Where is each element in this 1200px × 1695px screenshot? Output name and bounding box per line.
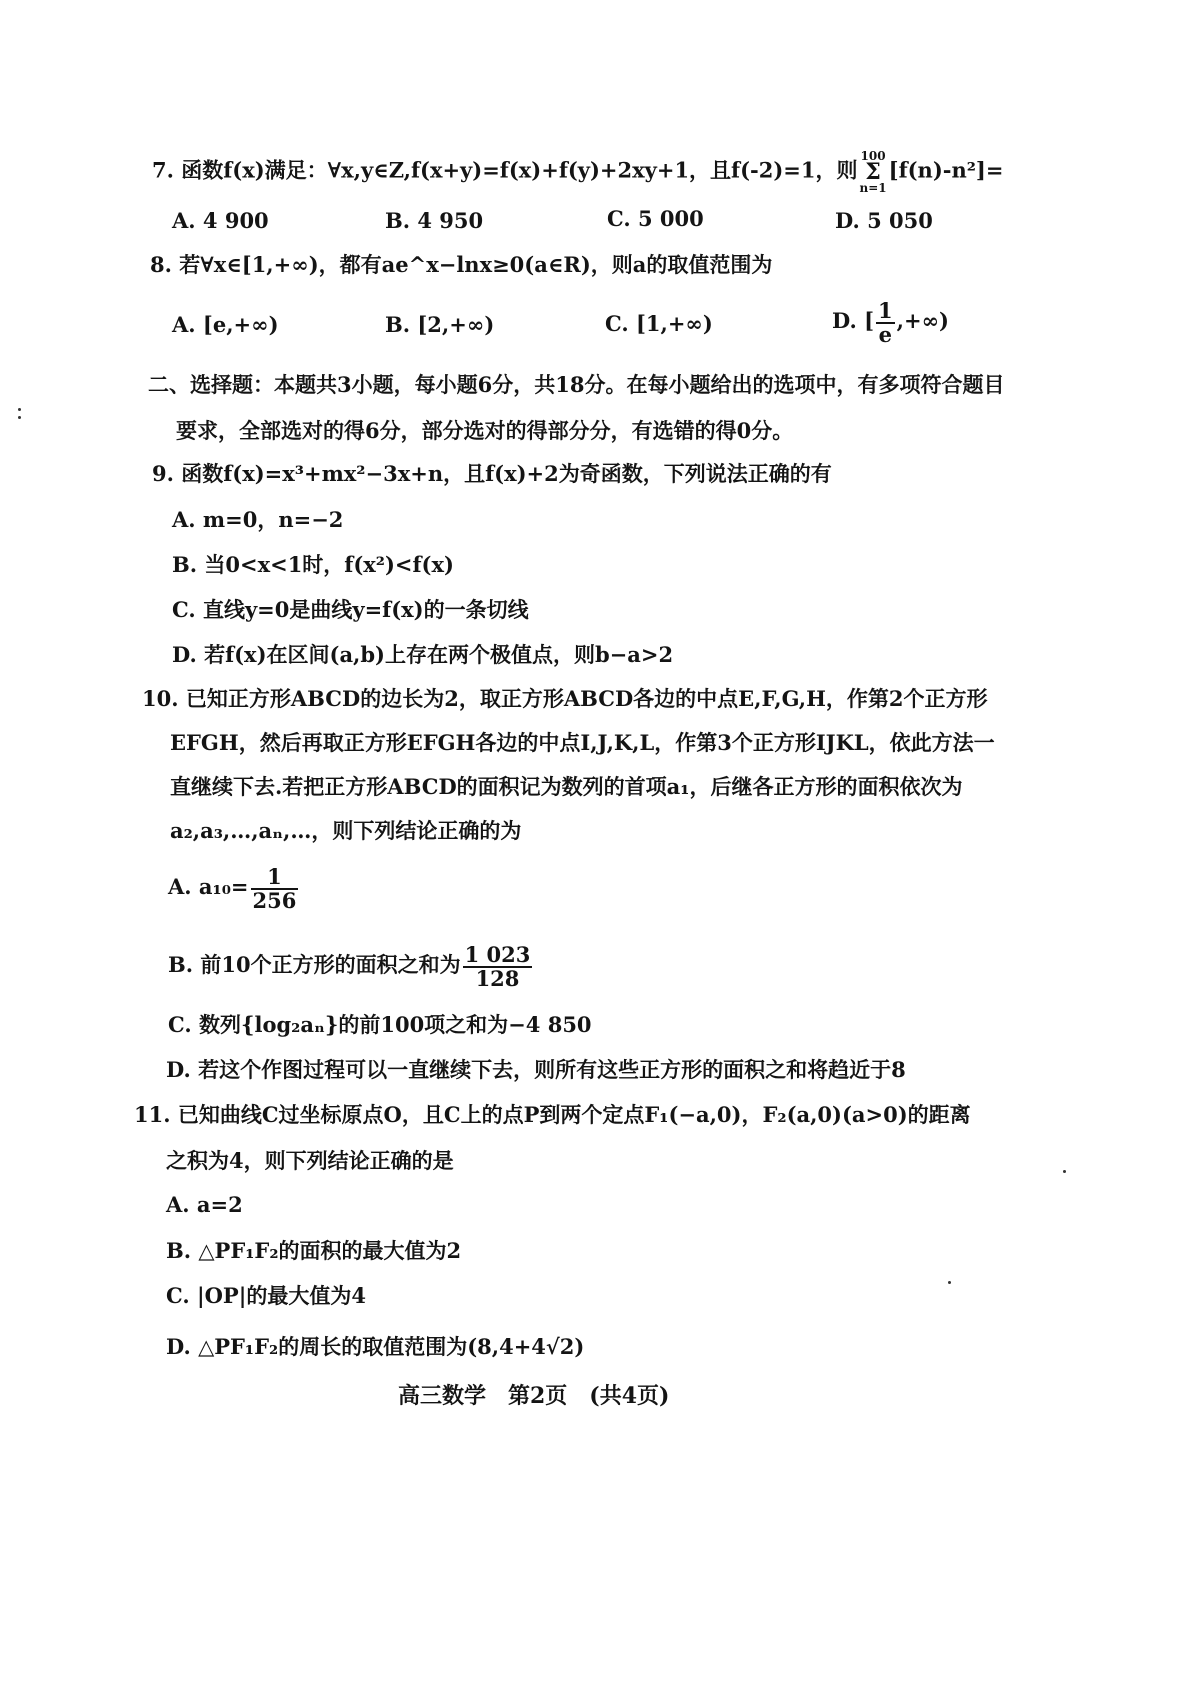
scan-speck [1063,1170,1066,1173]
question-10-option-c: C. 数列{log₂aₙ}的前100项之和为−4 850 [168,1012,592,1037]
question-10-option-b [168,940,534,990]
question-7-option-c: C. 5 000 [607,206,704,231]
fraction-denominator: 256 [252,887,297,913]
question-7-stem-tail: [f(n)-n²]= [888,157,1004,183]
question-11-line-1: 11. 已知曲线C过坐标原点O，且C上的点P到两个定点F₁(−a,0)，F₂(a,0)(a>0)的距离 [134,1102,971,1127]
sum-upper-limit: 100 [860,149,886,163]
summation-symbol: 100 Σ n=1 [859,149,887,195]
question-9-option-b: B. 当0<x<1时，f(x²)<f(x) [172,552,454,577]
question-9-option-d: D. 若f(x)在区间(a,b)上存在两个极值点，则b−a>2 [172,642,674,667]
scan-speck [948,1281,951,1284]
fraction-denominator: 128 [463,966,533,990]
question-10-line-3: 直继续下去.若把正方形ABCD的面积记为数列的首项a₁，后继各正方形的面积依次为 [170,774,963,799]
page-footer: 高三数学 第2页 (共4页) [398,1383,670,1409]
question-7-option-a: A. 4 900 [172,208,269,233]
question-11-option-b: B. △PF₁F₂的面积的最大值为2 [166,1238,462,1263]
question-11-option-d: D. △PF₁F₂的周长的取值范围为(8,4+4√2) [166,1334,585,1359]
question-7-stem [152,150,1003,194]
option-d-suffix: ,+∞) [896,308,949,333]
section-2-instructions-line-2: 要求，全部选对的得6分，部分选对的得部分分，有选错的得0分。 [176,418,794,443]
question-11-option-c: C. |OP|的最大值为4 [166,1283,366,1308]
question-10-option-d: D. 若这个作图过程可以一直继续下去，则所有这些正方形的面积之和将趋近于8 [166,1057,906,1082]
question-10-line-2: EFGH，然后再取正方形EFGH各边的中点I,J,K,L，作第3个正方形IJKL，依此方法一 [170,730,995,755]
fraction-one-over-e [876,297,895,347]
fraction-numerator: 1 [878,297,893,323]
fraction-numerator: 1 023 [464,941,531,967]
question-7-option-d: D. 5 050 [835,208,933,233]
option-d-prefix: D. [ [832,308,875,333]
fraction-denominator: e [876,322,895,346]
option-a-prefix: A. a₁₀= [168,874,249,899]
question-8-option-c: C. [1,+∞) [605,311,713,336]
scan-speck [18,416,21,419]
question-10-line-4: a₂,a₃,…,aₙ,…，则下列结论正确的为 [170,818,522,843]
question-9-option-a: A. m=0，n=−2 [172,507,344,532]
question-8-stem: 8. 若∀x∈[1,+∞)，都有ae^x−lnx≥0(a∈R)，则a的取值范围为 [150,252,773,277]
question-9-option-c: C. 直线y=0是曲线y=f(x)的一条切线 [172,597,529,622]
question-9-stem: 9. 函数f(x)=x³+mx²−3x+n，且f(x)+2为奇函数，下列说法正确的有 [152,461,832,486]
question-8-option-b: B. [2,+∞) [385,312,495,337]
sum-lower-limit: n=1 [859,181,887,195]
question-8-option-d [832,296,949,346]
fraction-numerator: 1 [267,863,282,889]
fraction-1-over-256 [251,863,299,913]
question-7-stem-text: 7. 函数f(x)满足：∀x,y∈Z,f(x+y)=f(x)+f(y)+2xy+1，且f(-2)=1，则 [152,157,858,183]
question-11-option-a: A. a=2 [166,1192,243,1217]
question-8-option-a: A. [e,+∞) [172,312,279,337]
question-10-line-1: 10. 已知正方形ABCD的边长为2，取正方形ABCD各边的中点E,F,G,H，作第2个正方形 [142,686,988,711]
section-2-instructions-line-1: 二、选择题：本题共3小题，每小题6分，共18分。在每小题给出的选项中，有多项符合题目 [148,372,1005,397]
question-11-line-2: 之积为4，则下列结论正确的是 [166,1148,454,1173]
fraction-1023-over-128 [463,941,533,991]
scan-speck [18,408,21,411]
question-10-option-a [168,862,300,912]
question-7-option-b: B. 4 950 [385,208,484,233]
option-b-prefix: B. 前10个正方形的面积之和为 [168,952,461,977]
